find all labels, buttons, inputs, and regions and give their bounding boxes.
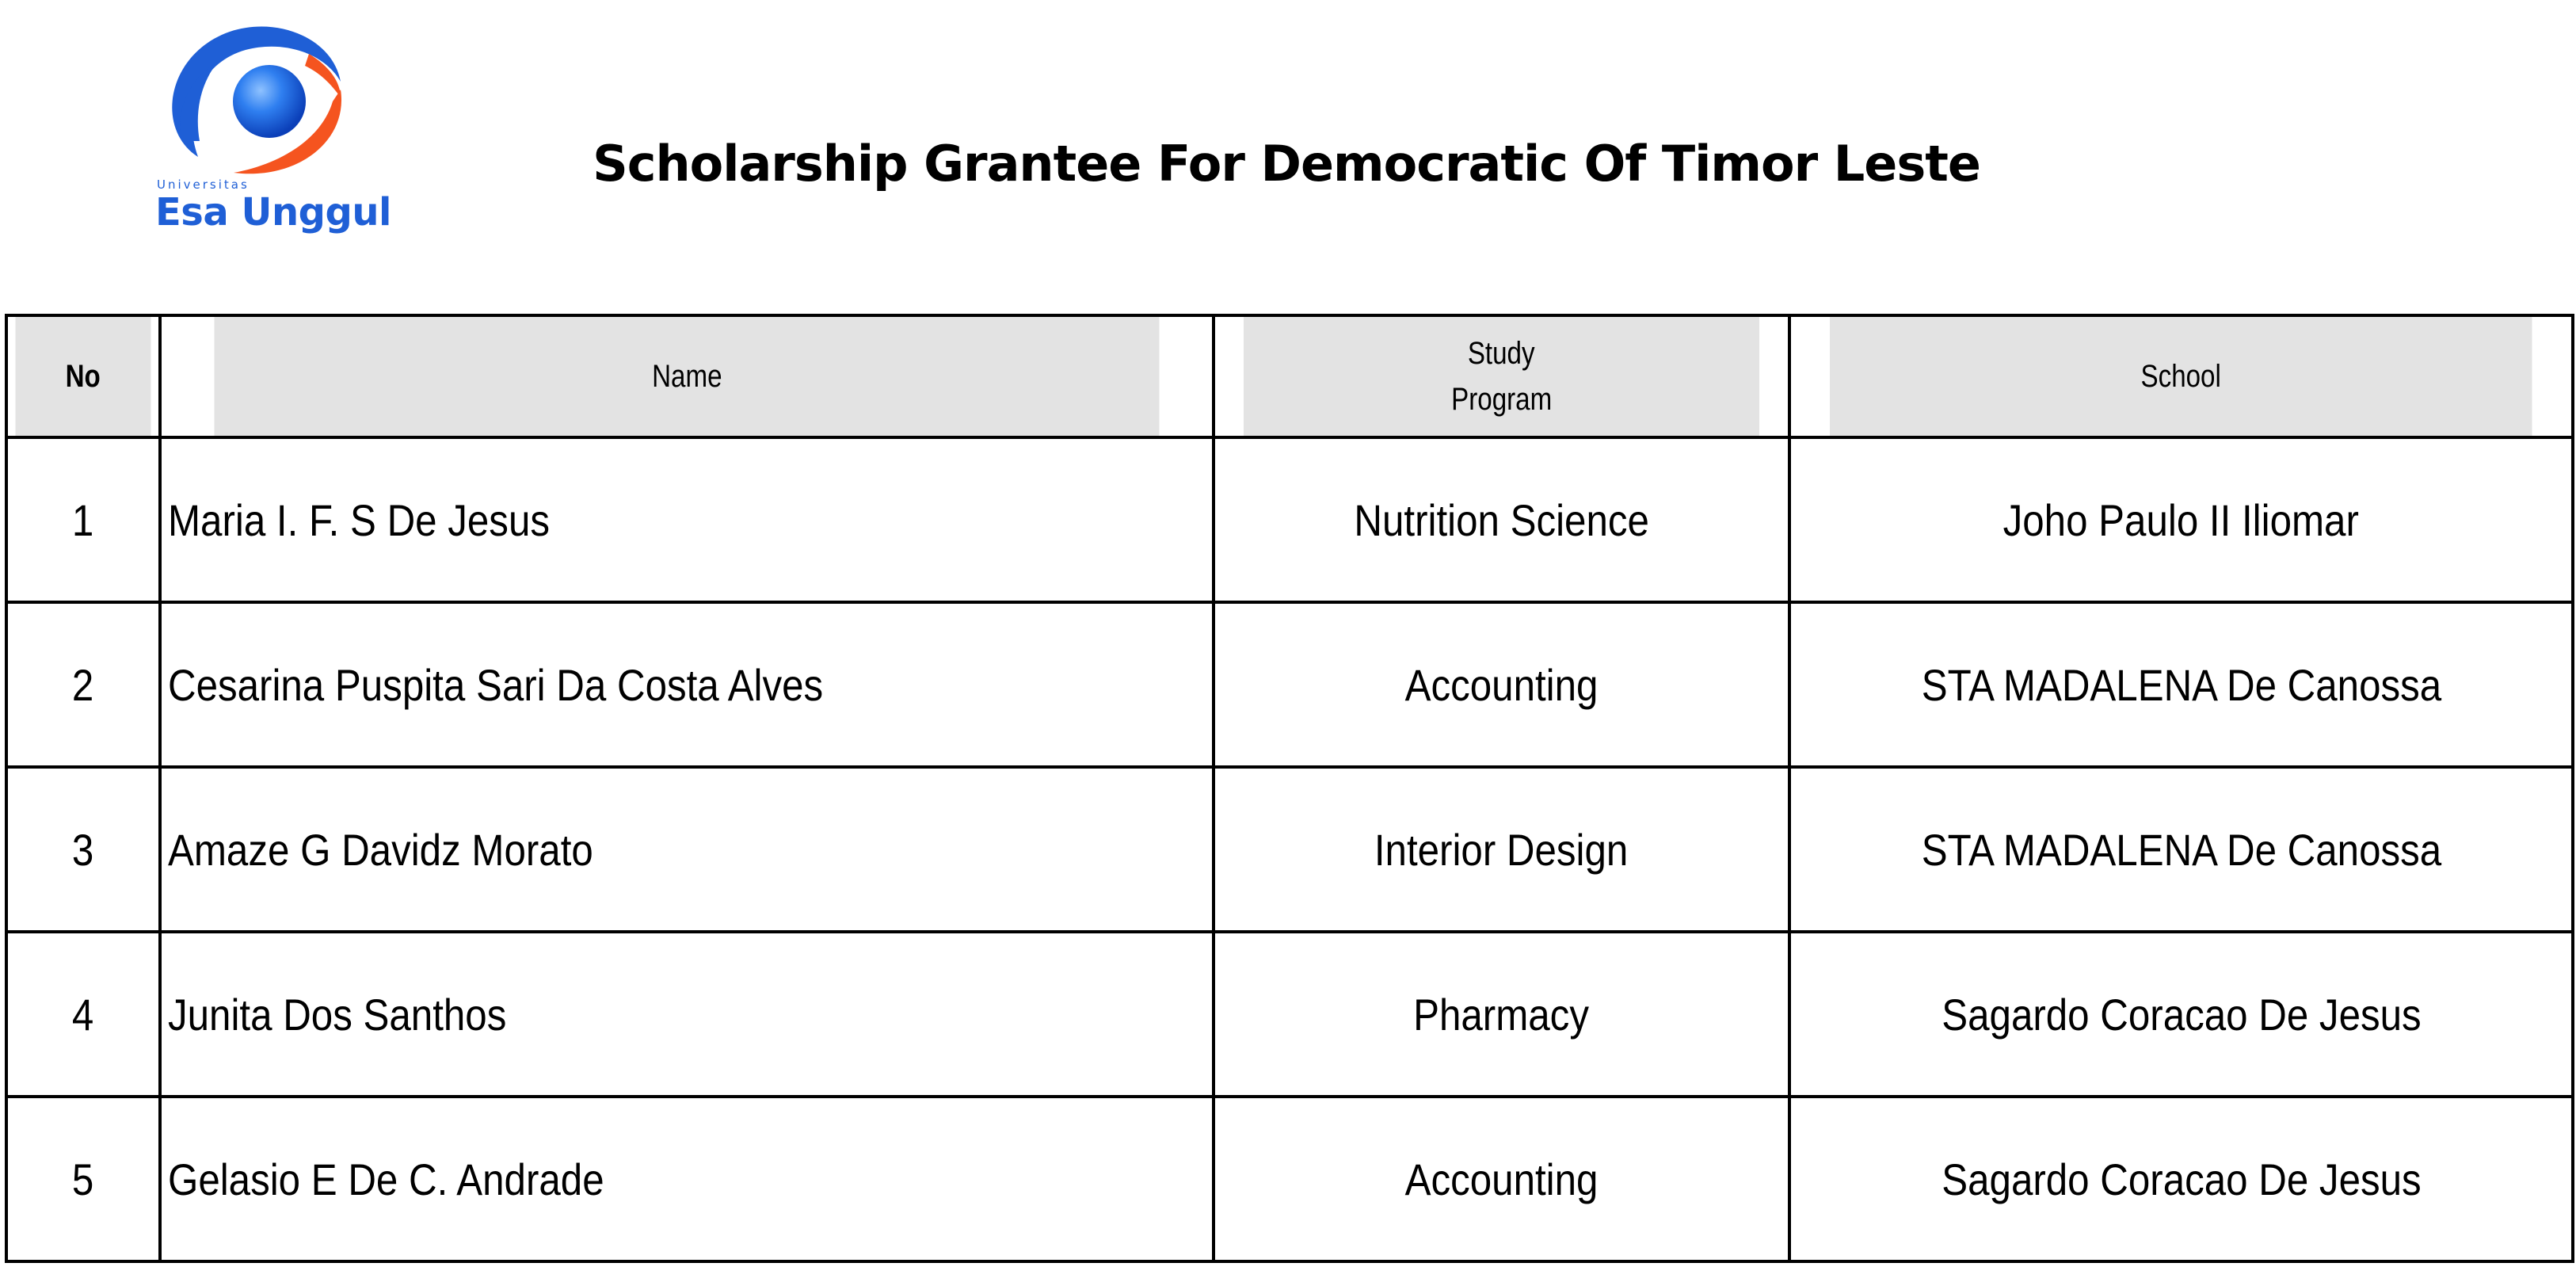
cell-name: [160, 767, 1214, 932]
grantee-name: Amaze G Davidz Morato: [168, 824, 593, 875]
grantee-name: Gelasio E De C. Andrade: [168, 1154, 604, 1204]
cell-name: [160, 932, 1214, 1097]
grantee-name: Junita Dos Santhos: [168, 989, 507, 1040]
table-header-row: [6, 315, 2573, 437]
header-study-label: Study: [1468, 336, 1535, 371]
cell-name: [160, 1097, 1214, 1261]
page-title-wrap: [0, 135, 2576, 193]
table-row: [6, 1097, 2573, 1261]
row-number: 4: [72, 989, 94, 1040]
cell-program: [1214, 437, 1789, 602]
cell-no: [6, 437, 160, 602]
page-title: Scholarship Grantee For Democratic Of Timor Leste: [593, 135, 1980, 193]
header-study-program: [1242, 315, 1760, 437]
header-program-label: Program: [1450, 382, 1552, 417]
header-school-label: School: [2140, 359, 2222, 394]
cell-school: [1789, 932, 2573, 1097]
cell-no: [6, 932, 160, 1097]
cell-school: [1789, 602, 2573, 767]
table-row: [6, 932, 2573, 1097]
cell-no: [6, 1097, 160, 1261]
cell-name: [160, 602, 1214, 767]
cell-no: [6, 767, 160, 932]
study-program: Interior Design: [1374, 824, 1629, 875]
header-no-label: No: [65, 359, 101, 394]
cell-no: [6, 602, 160, 767]
school-name: Sagardo Coracao De Jesus: [1941, 989, 2422, 1040]
table-row: [6, 602, 2573, 767]
row-number: 2: [72, 659, 94, 710]
logo-small-text: Universitas: [157, 177, 250, 192]
row-number: 1: [72, 494, 94, 545]
cell-school: [1789, 767, 2573, 932]
study-program: Nutrition Science: [1354, 494, 1649, 545]
header-name-label: Name: [651, 359, 722, 394]
cell-school: [1789, 1097, 2573, 1261]
header-name: [213, 315, 1161, 437]
cell-program: [1214, 1097, 1789, 1261]
school-name: STA MADALENA De Canossa: [1921, 659, 2441, 710]
school-name: STA MADALENA De Canossa: [1921, 824, 2441, 875]
header-school: [1828, 315, 2533, 437]
school-name: Joho Paulo II Iliomar: [2002, 494, 2360, 545]
table-row: [6, 437, 2573, 602]
grantee-name: Cesarina Puspita Sari Da Costa Alves: [168, 659, 824, 710]
logo-name: Esa Unggul: [155, 190, 391, 235]
grantee-name: Maria I. F. S De Jesus: [168, 494, 551, 545]
university-logo: [151, 22, 391, 244]
school-name: Sagardo Coracao De Jesus: [1941, 1154, 2422, 1204]
study-program: Pharmacy: [1413, 989, 1590, 1040]
cell-school: [1789, 437, 2573, 602]
study-program: Accounting: [1404, 659, 1599, 710]
study-program: Accounting: [1404, 1154, 1599, 1204]
cell-name: [160, 437, 1214, 602]
cell-program: [1214, 602, 1789, 767]
row-number: 3: [72, 824, 94, 875]
header-no: [14, 315, 153, 437]
cell-program: [1214, 932, 1789, 1097]
table-row: [6, 767, 2573, 932]
row-number: 5: [72, 1154, 94, 1204]
cell-program: [1214, 767, 1789, 932]
grantee-table: [5, 314, 2574, 1263]
